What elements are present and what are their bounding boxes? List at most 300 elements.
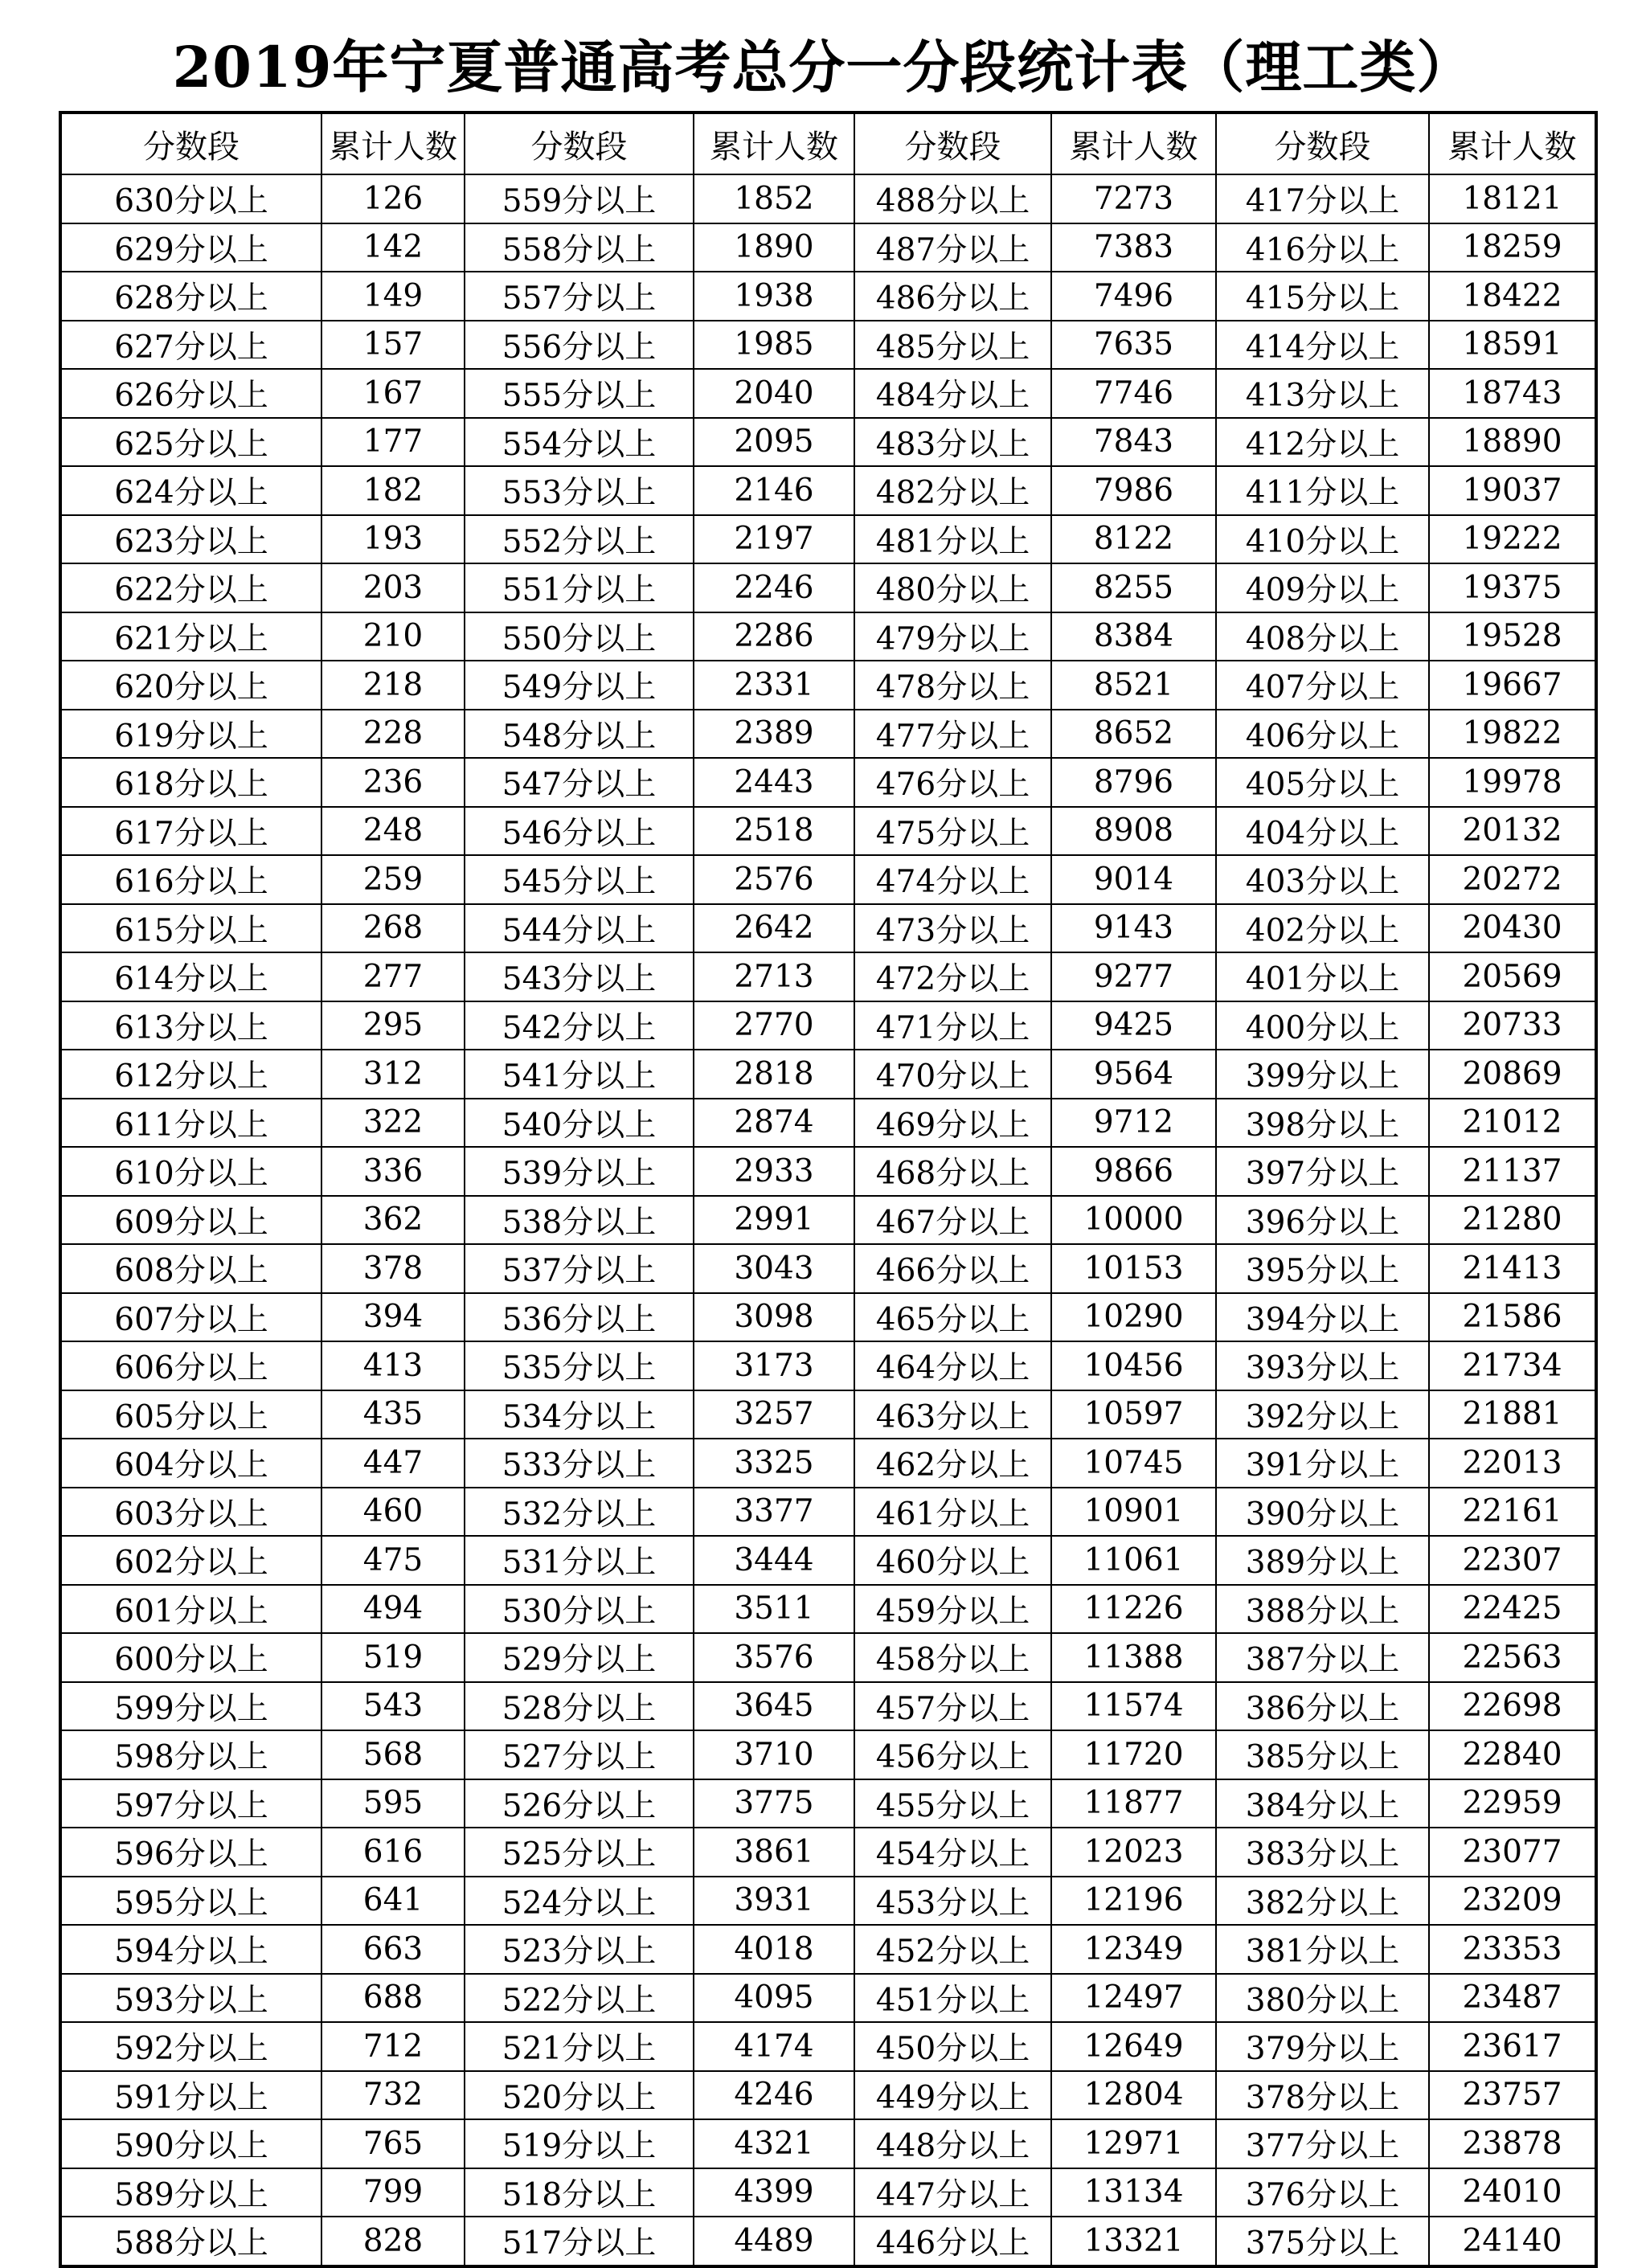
table-row <box>60 2168 1596 2217</box>
cumulative-count-cell: 12023 <box>1051 1828 1216 1877</box>
cumulative-count-cell: 2095 <box>694 418 854 467</box>
score-range-cell: 469分以上 <box>854 1099 1051 1148</box>
cumulative-count-cell: 2818 <box>694 1050 854 1099</box>
table-row <box>60 369 1596 418</box>
score-range-cell: 454分以上 <box>854 1828 1051 1877</box>
score-range-cell: 550分以上 <box>465 612 694 661</box>
score-range-cell: 393分以上 <box>1216 1341 1429 1390</box>
cumulative-count-cell: 2874 <box>694 1099 854 1148</box>
score-range-cell: 458分以上 <box>854 1633 1051 1682</box>
score-range-cell: 523分以上 <box>465 1925 694 1974</box>
score-range-cell: 407分以上 <box>1216 661 1429 710</box>
cumulative-count-cell: 23077 <box>1429 1828 1596 1877</box>
cumulative-count-cell: 11226 <box>1051 1585 1216 1634</box>
score-range-cell: 378分以上 <box>1216 2071 1429 2120</box>
score-range-cell: 478分以上 <box>854 661 1051 710</box>
cumulative-count-cell: 799 <box>321 2168 465 2217</box>
score-range-cell: 628分以上 <box>60 272 321 321</box>
cumulative-count-cell: 7383 <box>1051 223 1216 272</box>
table-row <box>60 466 1596 515</box>
score-range-cell: 521分以上 <box>465 2022 694 2071</box>
score-range-cell: 531分以上 <box>465 1536 694 1585</box>
score-range-cell: 591分以上 <box>60 2071 321 2120</box>
score-range-cell: 452分以上 <box>854 1925 1051 1974</box>
score-range-cell: 553分以上 <box>465 466 694 515</box>
page-title: 2019年宁夏普通高考总分一分段统计表（理工类） <box>172 34 1474 100</box>
cumulative-count-cell: 2933 <box>694 1147 854 1196</box>
cumulative-count-cell: 19978 <box>1429 758 1596 807</box>
score-range-cell: 621分以上 <box>60 612 321 661</box>
header-count-3: 累计人数 <box>1051 113 1216 174</box>
score-range-cell: 604分以上 <box>60 1439 321 1488</box>
cumulative-count-cell: 3511 <box>694 1585 854 1634</box>
cumulative-count-cell: 2389 <box>694 710 854 759</box>
cumulative-count-cell: 149 <box>321 272 465 321</box>
score-range-cell: 536分以上 <box>465 1293 694 1342</box>
table-row <box>60 272 1596 321</box>
score-range-cell: 548分以上 <box>465 710 694 759</box>
score-range-cell: 529分以上 <box>465 1633 694 1682</box>
score-range-cell: 625分以上 <box>60 418 321 467</box>
score-range-cell: 613分以上 <box>60 1001 321 1050</box>
score-range-cell: 449分以上 <box>854 2071 1051 2120</box>
cumulative-count-cell: 1852 <box>694 174 854 223</box>
table-row <box>60 1974 1596 2023</box>
score-range-cell: 623分以上 <box>60 515 321 564</box>
table-row <box>60 1633 1596 1682</box>
score-range-cell: 401分以上 <box>1216 952 1429 1001</box>
cumulative-count-cell: 22425 <box>1429 1585 1596 1634</box>
score-range-cell: 524分以上 <box>465 1877 694 1926</box>
cumulative-count-cell: 13134 <box>1051 2168 1216 2217</box>
cumulative-count-cell: 10597 <box>1051 1390 1216 1439</box>
table-row <box>60 418 1596 467</box>
score-range-cell: 618分以上 <box>60 758 321 807</box>
cumulative-count-cell: 595 <box>321 1779 465 1828</box>
cumulative-count-cell: 312 <box>321 1050 465 1099</box>
table-row <box>60 1682 1596 1731</box>
score-range-cell: 538分以上 <box>465 1196 694 1245</box>
cumulative-count-cell: 1890 <box>694 223 854 272</box>
score-range-cell: 527分以上 <box>465 1730 694 1779</box>
table-row <box>60 174 1596 223</box>
cumulative-count-cell: 7496 <box>1051 272 1216 321</box>
score-range-cell: 382分以上 <box>1216 1877 1429 1926</box>
score-range-cell: 475分以上 <box>854 807 1051 856</box>
score-range-cell: 614分以上 <box>60 952 321 1001</box>
cumulative-count-cell: 413 <box>321 1341 465 1390</box>
header-count-4: 累计人数 <box>1429 113 1596 174</box>
score-range-cell: 549分以上 <box>465 661 694 710</box>
cumulative-count-cell: 20869 <box>1429 1050 1596 1099</box>
cumulative-count-cell: 10290 <box>1051 1293 1216 1342</box>
score-range-cell: 408分以上 <box>1216 612 1429 661</box>
cumulative-count-cell: 9014 <box>1051 855 1216 904</box>
cumulative-count-cell: 193 <box>321 515 465 564</box>
cumulative-count-cell: 3173 <box>694 1341 854 1390</box>
score-range-cell: 596分以上 <box>60 1828 321 1877</box>
score-range-cell: 533分以上 <box>465 1439 694 1488</box>
header-score-3: 分数段 <box>854 113 1051 174</box>
score-range-cell: 603分以上 <box>60 1488 321 1537</box>
cumulative-count-cell: 21586 <box>1429 1293 1596 1342</box>
table-row <box>60 1730 1596 1779</box>
cumulative-count-cell: 2197 <box>694 515 854 564</box>
score-range-cell: 456分以上 <box>854 1730 1051 1779</box>
score-range-cell: 481分以上 <box>854 515 1051 564</box>
score-range-cell: 612分以上 <box>60 1050 321 1099</box>
cumulative-count-cell: 460 <box>321 1488 465 1537</box>
score-range-cell: 453分以上 <box>854 1877 1051 1926</box>
score-range-cell: 535分以上 <box>465 1341 694 1390</box>
table-row <box>60 515 1596 564</box>
cumulative-count-cell: 19037 <box>1429 466 1596 515</box>
cumulative-count-cell: 394 <box>321 1293 465 1342</box>
cumulative-count-cell: 12497 <box>1051 1974 1216 2023</box>
cumulative-count-cell: 3377 <box>694 1488 854 1537</box>
score-range-cell: 479分以上 <box>854 612 1051 661</box>
cumulative-count-cell: 12349 <box>1051 1925 1216 1974</box>
cumulative-count-cell: 732 <box>321 2071 465 2120</box>
cumulative-count-cell: 8652 <box>1051 710 1216 759</box>
table-row <box>60 1341 1596 1390</box>
cumulative-count-cell: 3861 <box>694 1828 854 1877</box>
score-range-cell: 461分以上 <box>854 1488 1051 1537</box>
score-range-cell: 470分以上 <box>854 1050 1051 1099</box>
table-row <box>60 2119 1596 2168</box>
header-score-2: 分数段 <box>465 113 694 174</box>
cumulative-count-cell: 10901 <box>1051 1488 1216 1537</box>
score-range-cell: 405分以上 <box>1216 758 1429 807</box>
score-range-cell: 526分以上 <box>465 1779 694 1828</box>
cumulative-count-cell: 18259 <box>1429 223 1596 272</box>
cumulative-count-cell: 21881 <box>1429 1390 1596 1439</box>
table-row <box>60 1925 1596 1974</box>
score-range-cell: 595分以上 <box>60 1877 321 1926</box>
cumulative-count-cell: 7746 <box>1051 369 1216 418</box>
cumulative-count-cell: 9425 <box>1051 1001 1216 1050</box>
cumulative-count-cell: 519 <box>321 1633 465 1682</box>
table-row <box>60 1147 1596 1196</box>
cumulative-count-cell: 268 <box>321 904 465 953</box>
score-range-cell: 589分以上 <box>60 2168 321 2217</box>
cumulative-count-cell: 18422 <box>1429 272 1596 321</box>
cumulative-count-cell: 4246 <box>694 2071 854 2120</box>
cumulative-count-cell: 10456 <box>1051 1341 1216 1390</box>
cumulative-count-cell: 2991 <box>694 1196 854 1245</box>
score-range-cell: 450分以上 <box>854 2022 1051 2071</box>
cumulative-count-cell: 22840 <box>1429 1730 1596 1779</box>
cumulative-count-cell: 11720 <box>1051 1730 1216 1779</box>
score-range-cell: 520分以上 <box>465 2071 694 2120</box>
score-range-cell: 608分以上 <box>60 1244 321 1293</box>
cumulative-count-cell: 18121 <box>1429 174 1596 223</box>
score-range-cell: 391分以上 <box>1216 1439 1429 1488</box>
score-range-cell: 532分以上 <box>465 1488 694 1537</box>
cumulative-count-cell: 2576 <box>694 855 854 904</box>
cumulative-count-cell: 2518 <box>694 807 854 856</box>
table-row <box>60 1585 1596 1634</box>
cumulative-count-cell: 362 <box>321 1196 465 1245</box>
score-range-cell: 593分以上 <box>60 1974 321 2023</box>
cumulative-count-cell: 18743 <box>1429 369 1596 418</box>
score-range-cell: 387分以上 <box>1216 1633 1429 1682</box>
cumulative-count-cell: 277 <box>321 952 465 1001</box>
cumulative-count-cell: 2770 <box>694 1001 854 1050</box>
score-range-cell: 590分以上 <box>60 2119 321 2168</box>
score-range-cell: 522分以上 <box>465 1974 694 2023</box>
score-range-cell: 519分以上 <box>465 2119 694 2168</box>
score-range-cell: 392分以上 <box>1216 1390 1429 1439</box>
score-range-cell: 388分以上 <box>1216 1585 1429 1634</box>
cumulative-count-cell: 7635 <box>1051 321 1216 370</box>
score-range-cell: 525分以上 <box>465 1828 694 1877</box>
cumulative-count-cell: 11388 <box>1051 1633 1216 1682</box>
score-range-cell: 630分以上 <box>60 174 321 223</box>
cumulative-count-cell: 259 <box>321 855 465 904</box>
cumulative-count-cell: 475 <box>321 1536 465 1585</box>
cumulative-count-cell: 18890 <box>1429 418 1596 467</box>
header-score-4: 分数段 <box>1216 113 1429 174</box>
cumulative-count-cell: 4489 <box>694 2217 854 2266</box>
score-range-cell: 457分以上 <box>854 1682 1051 1731</box>
cumulative-count-cell: 7843 <box>1051 418 1216 467</box>
cumulative-count-cell: 378 <box>321 1244 465 1293</box>
score-range-cell: 381分以上 <box>1216 1925 1429 1974</box>
cumulative-count-cell: 20272 <box>1429 855 1596 904</box>
cumulative-count-cell: 9277 <box>1051 952 1216 1001</box>
cumulative-count-cell: 4174 <box>694 2022 854 2071</box>
score-range-cell: 518分以上 <box>465 2168 694 2217</box>
cumulative-count-cell: 19822 <box>1429 710 1596 759</box>
score-range-cell: 610分以上 <box>60 1147 321 1196</box>
table-row <box>60 1828 1596 1877</box>
cumulative-count-cell: 22013 <box>1429 1439 1596 1488</box>
score-range-cell: 534分以上 <box>465 1390 694 1439</box>
cumulative-count-cell: 20569 <box>1429 952 1596 1001</box>
cumulative-count-cell: 23757 <box>1429 2071 1596 2120</box>
cumulative-count-cell: 7273 <box>1051 174 1216 223</box>
score-range-cell: 399分以上 <box>1216 1050 1429 1099</box>
cumulative-count-cell: 765 <box>321 2119 465 2168</box>
score-range-cell: 619分以上 <box>60 710 321 759</box>
cumulative-count-cell: 447 <box>321 1439 465 1488</box>
score-range-cell: 592分以上 <box>60 2022 321 2071</box>
table-row <box>60 563 1596 612</box>
score-range-cell: 597分以上 <box>60 1779 321 1828</box>
table-row <box>60 807 1596 856</box>
cumulative-count-cell: 11574 <box>1051 1682 1216 1731</box>
score-range-cell: 483分以上 <box>854 418 1051 467</box>
score-range-cell: 601分以上 <box>60 1585 321 1634</box>
score-range-cell: 455分以上 <box>854 1779 1051 1828</box>
score-range-cell: 606分以上 <box>60 1341 321 1390</box>
cumulative-count-cell: 13321 <box>1051 2217 1216 2266</box>
score-range-cell: 462分以上 <box>854 1439 1051 1488</box>
table-row <box>60 904 1596 953</box>
cumulative-count-cell: 4399 <box>694 2168 854 2217</box>
score-range-cell: 380分以上 <box>1216 1974 1429 2023</box>
score-range-cell: 402分以上 <box>1216 904 1429 953</box>
cumulative-count-cell: 9564 <box>1051 1050 1216 1099</box>
cumulative-count-cell: 2246 <box>694 563 854 612</box>
score-range-cell: 544分以上 <box>465 904 694 953</box>
score-range-cell: 624分以上 <box>60 466 321 515</box>
table-row <box>60 855 1596 904</box>
score-range-cell: 487分以上 <box>854 223 1051 272</box>
cumulative-count-cell: 218 <box>321 661 465 710</box>
header-score-1: 分数段 <box>60 113 321 174</box>
cumulative-count-cell: 2713 <box>694 952 854 1001</box>
table-row <box>60 612 1596 661</box>
cumulative-count-cell: 4321 <box>694 2119 854 2168</box>
cumulative-count-cell: 210 <box>321 612 465 661</box>
cumulative-count-cell: 22161 <box>1429 1488 1596 1537</box>
score-range-cell: 539分以上 <box>465 1147 694 1196</box>
cumulative-count-cell: 3710 <box>694 1730 854 1779</box>
cumulative-count-cell: 20733 <box>1429 1001 1596 1050</box>
score-range-cell: 627分以上 <box>60 321 321 370</box>
cumulative-count-cell: 3325 <box>694 1439 854 1488</box>
cumulative-count-cell: 12196 <box>1051 1877 1216 1926</box>
score-range-cell: 451分以上 <box>854 1974 1051 2023</box>
score-range-cell: 406分以上 <box>1216 710 1429 759</box>
score-range-cell: 463分以上 <box>854 1390 1051 1439</box>
cumulative-count-cell: 203 <box>321 563 465 612</box>
cumulative-count-cell: 3043 <box>694 1244 854 1293</box>
header-row <box>60 113 1596 174</box>
table-row <box>60 1439 1596 1488</box>
table-row <box>60 758 1596 807</box>
cumulative-count-cell: 182 <box>321 466 465 515</box>
cumulative-count-cell: 12649 <box>1051 2022 1216 2071</box>
header-count-1: 累计人数 <box>321 113 465 174</box>
score-range-cell: 375分以上 <box>1216 2217 1429 2266</box>
cumulative-count-cell: 828 <box>321 2217 465 2266</box>
score-range-cell: 551分以上 <box>465 563 694 612</box>
table-row <box>60 1877 1596 1926</box>
score-range-cell: 542分以上 <box>465 1001 694 1050</box>
cumulative-count-cell: 236 <box>321 758 465 807</box>
score-range-cell: 394分以上 <box>1216 1293 1429 1342</box>
cumulative-count-cell: 712 <box>321 2022 465 2071</box>
score-range-cell: 554分以上 <box>465 418 694 467</box>
score-range-cell: 626分以上 <box>60 369 321 418</box>
score-range-cell: 617分以上 <box>60 807 321 856</box>
cumulative-count-cell: 2642 <box>694 904 854 953</box>
score-range-cell: 390分以上 <box>1216 1488 1429 1537</box>
cumulative-count-cell: 21413 <box>1429 1244 1596 1293</box>
table-row <box>60 1050 1596 1099</box>
table-row <box>60 1536 1596 1585</box>
cumulative-count-cell: 543 <box>321 1682 465 1731</box>
cumulative-count-cell: 23209 <box>1429 1877 1596 1926</box>
table-row <box>60 223 1596 272</box>
score-range-cell: 600分以上 <box>60 1633 321 1682</box>
score-range-cell: 629分以上 <box>60 223 321 272</box>
cumulative-count-cell: 142 <box>321 223 465 272</box>
header-count-2: 累计人数 <box>694 113 854 174</box>
score-range-cell: 414分以上 <box>1216 321 1429 370</box>
cumulative-count-cell: 336 <box>321 1147 465 1196</box>
score-range-cell: 446分以上 <box>854 2217 1051 2266</box>
cumulative-count-cell: 19528 <box>1429 612 1596 661</box>
cumulative-count-cell: 157 <box>321 321 465 370</box>
score-range-cell: 413分以上 <box>1216 369 1429 418</box>
score-range-cell: 466分以上 <box>854 1244 1051 1293</box>
score-range-cell: 385分以上 <box>1216 1730 1429 1779</box>
score-range-cell: 486分以上 <box>854 272 1051 321</box>
cumulative-count-cell: 21137 <box>1429 1147 1596 1196</box>
score-range-cell: 379分以上 <box>1216 2022 1429 2071</box>
score-range-cell: 480分以上 <box>854 563 1051 612</box>
cumulative-count-cell: 3645 <box>694 1682 854 1731</box>
score-range-cell: 558分以上 <box>465 223 694 272</box>
cumulative-count-cell: 1985 <box>694 321 854 370</box>
score-table <box>59 111 1598 2268</box>
cumulative-count-cell: 7986 <box>1051 466 1216 515</box>
score-range-cell: 588分以上 <box>60 2217 321 2266</box>
score-range-cell: 616分以上 <box>60 855 321 904</box>
cumulative-count-cell: 21012 <box>1429 1099 1596 1148</box>
table-row <box>60 1099 1596 1148</box>
cumulative-count-cell: 19667 <box>1429 661 1596 710</box>
score-range-cell: 417分以上 <box>1216 174 1429 223</box>
score-range-cell: 396分以上 <box>1216 1196 1429 1245</box>
score-range-cell: 482分以上 <box>854 466 1051 515</box>
cumulative-count-cell: 8384 <box>1051 612 1216 661</box>
cumulative-count-cell: 8908 <box>1051 807 1216 856</box>
cumulative-count-cell: 663 <box>321 1925 465 1974</box>
score-range-cell: 485分以上 <box>854 321 1051 370</box>
score-range-cell: 474分以上 <box>854 855 1051 904</box>
score-range-cell: 410分以上 <box>1216 515 1429 564</box>
score-range-cell: 477分以上 <box>854 710 1051 759</box>
table-row <box>60 2217 1596 2266</box>
cumulative-count-cell: 177 <box>321 418 465 467</box>
score-range-cell: 611分以上 <box>60 1099 321 1148</box>
score-range-cell: 460分以上 <box>854 1536 1051 1585</box>
cumulative-count-cell: 2443 <box>694 758 854 807</box>
cumulative-count-cell: 9866 <box>1051 1147 1216 1196</box>
score-range-cell: 448分以上 <box>854 2119 1051 2168</box>
score-range-cell: 594分以上 <box>60 1925 321 1974</box>
score-range-cell: 602分以上 <box>60 1536 321 1585</box>
cumulative-count-cell: 19375 <box>1429 563 1596 612</box>
table-row <box>60 1001 1596 1050</box>
cumulative-count-cell: 22563 <box>1429 1633 1596 1682</box>
cumulative-count-cell: 8255 <box>1051 563 1216 612</box>
cumulative-count-cell: 3257 <box>694 1390 854 1439</box>
score-range-cell: 607分以上 <box>60 1293 321 1342</box>
score-range-cell: 384分以上 <box>1216 1779 1429 1828</box>
cumulative-count-cell: 4018 <box>694 1925 854 1974</box>
cumulative-count-cell: 435 <box>321 1390 465 1439</box>
score-range-cell: 517分以上 <box>465 2217 694 2266</box>
score-range-cell: 484分以上 <box>854 369 1051 418</box>
table-row <box>60 2022 1596 2071</box>
score-range-cell: 468分以上 <box>854 1147 1051 1196</box>
cumulative-count-cell: 126 <box>321 174 465 223</box>
cumulative-count-cell: 641 <box>321 1877 465 1926</box>
table-row <box>60 710 1596 759</box>
cumulative-count-cell: 2331 <box>694 661 854 710</box>
score-range-cell: 459分以上 <box>854 1585 1051 1634</box>
cumulative-count-cell: 3098 <box>694 1293 854 1342</box>
score-range-cell: 411分以上 <box>1216 466 1429 515</box>
table-row <box>60 1244 1596 1293</box>
score-range-cell: 383分以上 <box>1216 1828 1429 1877</box>
